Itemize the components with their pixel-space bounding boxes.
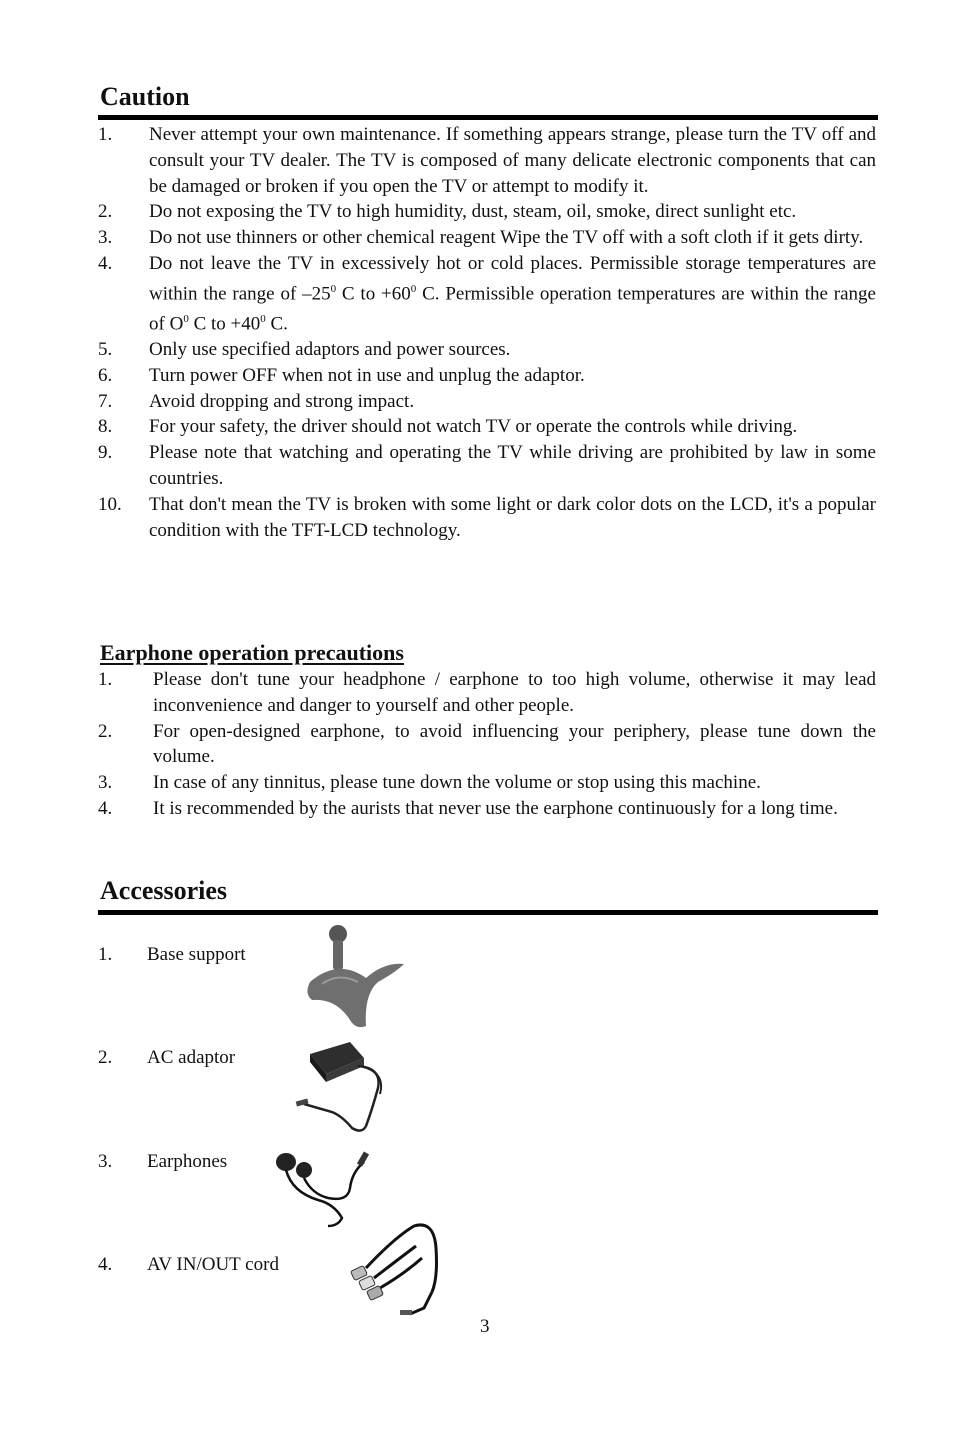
caution-rule (98, 115, 878, 120)
list-item: 7. Avoid dropping and strong impact. (98, 390, 415, 412)
list-item: 8. For your safety, the driver should not watch TV or operate the controls while driving. (98, 416, 798, 438)
page-number: 3 (480, 1316, 490, 1337)
accessory-item-ac-adaptor: 2. AC adaptor (98, 1047, 236, 1068)
list-item: 3. In case of any tinnitus, please tune down the volume or stop using this machine. (98, 772, 761, 794)
accessory-item-earphones: 3. Earphones (98, 1151, 228, 1172)
base-support-icon (300, 922, 410, 1034)
earphone-list (98, 667, 876, 822)
list-item: 1. Please don't tune your headphone / earphone to too high volume, otherwise it may lead inconvenience and danger to yourself and other people. (98, 669, 876, 716)
list-item: 5. Only use specified adaptors and power sources. (98, 339, 511, 361)
list-item: 1. Never attempt your own maintenance. If something appears strange, please turn the TV off and consult your TV dealer. The TV is composed of many delicate electronic components that can be damaged or broken if you open the TV or attempt to modify it. (98, 124, 876, 197)
accessory-item-base-support: 1. Base support (98, 944, 246, 965)
earphone-heading: Earphone operation precautions (100, 640, 404, 665)
ac-adaptor-icon (292, 1036, 402, 1136)
list-item: 4. Do not leave the TV in excessively hot or cold places. Permissible storage temperatures are within the range of $-25^0$ C to $+60^0$ C. Permissible operation temperatures are within the range of $O^0$ C to $+40^0$ C. (98, 252, 876, 335)
accessories-rule (98, 910, 878, 915)
av-cord-icon (344, 1218, 444, 1324)
list-item: 2. Do not exposing the TV to high humidity, dust, steam, oil, smoke, direct sunlight etc. (98, 201, 797, 223)
list-item: 10. That don't mean the TV is broken with some light or dark color dots on the LCD, it's a popular condition with the TFT-LCD technology. (98, 493, 876, 541)
list-item: 2. For open-designed earphone, to avoid influencing your periphery, please tune down the volume. (98, 720, 876, 768)
accessories-heading: Accessories (100, 876, 228, 905)
list-item: 9. Please note that watching and operating the TV while driving are prohibited by law in some countries. (98, 442, 876, 490)
list-item: 4. It is recommended by the aurists that never use the earphone continuously for a long time. (98, 797, 838, 819)
caution-heading: Caution (100, 82, 190, 111)
list-item: 3. Do not use thinners or other chemical reagent Wipe the TV off with a soft cloth if it gets dirty. (98, 227, 864, 249)
list-item: 6. Turn power OFF when not in use and unplug the adaptor. (98, 364, 585, 386)
accessory-item-av-cord: 4. AV IN/OUT cord (98, 1254, 279, 1275)
caution-list (98, 122, 876, 543)
